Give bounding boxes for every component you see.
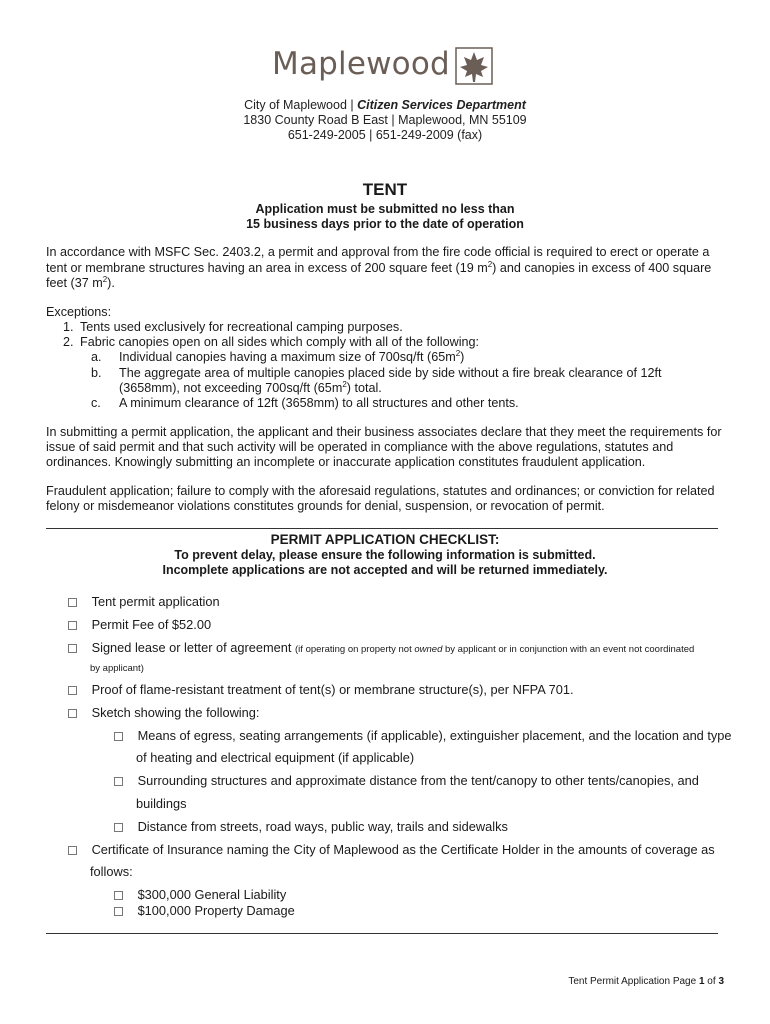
divider-top	[46, 528, 718, 529]
checklist-item-flame-resistant[interactable]	[68, 682, 574, 697]
note-emphasis: owned	[414, 644, 443, 655]
header-department-line	[0, 98, 770, 113]
exception-a-text	[119, 350, 464, 365]
checkbox[interactable]	[114, 823, 123, 832]
checklist-item-note	[295, 644, 694, 655]
header-address: 1830 County Road B East | Maplewood, MN 55109	[243, 113, 527, 127]
department-name: Citizen Services Department	[357, 98, 526, 112]
intro-line-3	[46, 276, 115, 291]
exception-1-text: Tents used exclusively for recreational camping purposes.	[80, 320, 403, 334]
exception-2-num: 2.	[63, 335, 74, 349]
checklist-item-label: Certificate of Insurance naming the City of Maplewood as the Certificate Holder in the amounts of coverage as	[91, 842, 715, 857]
subtitle-line-2: 15 business days prior to the date of operation	[246, 217, 524, 231]
intro-line-3-end: ).	[107, 276, 115, 290]
declaration-line-3: ordinances. Knowingly submitting an incomplete or inaccurate application constitutes fraudulent application.	[46, 455, 646, 469]
exception-1-num: 1.	[63, 320, 74, 334]
header-phones: 651-249-2005 | 651-249-2009 (fax)	[287, 128, 483, 142]
superscript: 2	[102, 274, 108, 284]
exception-c-text: A minimum clearance of 12ft (3658mm) to all structures and other tents.	[119, 396, 519, 410]
checkbox[interactable]	[114, 891, 123, 900]
logo-text: Maplewood	[272, 46, 450, 82]
footer-prefix: Tent Permit Application Page	[568, 976, 699, 987]
sketch-item-distance[interactable]	[114, 819, 508, 834]
checklist-item-label: Signed lease or letter of agreement	[91, 640, 296, 655]
sketch-item-egress-continued: of heating and electrical equipment (if applicable)	[136, 750, 415, 765]
exceptions-heading: Exceptions:	[46, 305, 112, 319]
intro-line-2-end: ) and canopies in excess of 400 square	[492, 261, 712, 275]
page-title: TENT	[362, 180, 408, 199]
sketch-item-structures-continued: buildings	[136, 796, 187, 811]
exception-c-label: c.	[91, 396, 101, 410]
checklist-item-insurance[interactable]	[68, 842, 715, 857]
checkbox[interactable]	[114, 907, 123, 916]
checkbox[interactable]	[114, 732, 123, 741]
sketch-item-label: Means of egress, seating arrangements (if applicable), extinguisher placement, and the location and type	[137, 728, 732, 743]
checklist-item-tent-permit[interactable]	[68, 594, 220, 609]
exception-2-text: Fabric canopies open on all sides which comply with all of the following:	[80, 335, 480, 349]
insurance-label: $100,000 Property Damage	[137, 903, 295, 918]
declaration-line-1: In submitting a permit application, the applicant and their business associates declare that they meet the requirements for	[46, 425, 722, 439]
superscript: 2	[455, 348, 461, 358]
insurance-label: $300,000 General Liability	[137, 887, 287, 902]
note-text-end: by applicant or in conjunction with an event not coordinated	[442, 644, 695, 655]
checklist-item-lease[interactable]	[68, 640, 694, 657]
checklist-item-insurance-continued: follows:	[90, 864, 133, 879]
maple-leaf-icon	[454, 46, 494, 86]
checklist-item-note-continued: by applicant)	[90, 663, 144, 674]
checkbox[interactable]	[114, 777, 123, 786]
checkbox[interactable]	[68, 709, 77, 718]
checklist-subtitle-2: Incomplete applications are not accepted and will be returned immediately.	[162, 563, 608, 577]
divider-bottom	[46, 933, 718, 934]
exception-b-end: ) total.	[346, 381, 382, 395]
checkbox[interactable]	[68, 846, 77, 855]
exception-a-end: )	[460, 350, 465, 364]
intro-line-3-text: feet (37 m	[46, 276, 103, 290]
exception-b-text-1: The aggregate area of multiple canopies placed side by side without a fire break clearance of 12ft	[119, 366, 662, 380]
note-text: (if operating on property not	[295, 644, 415, 655]
city-prefix: City of Maplewood |	[244, 98, 358, 112]
intro-line-2-text: tent or membrane structures having an area in excess of 200 square feet (19 m	[46, 261, 488, 275]
checklist-item-sketch[interactable]	[68, 705, 259, 720]
subtitle-line-1: Application must be submitted no less than	[255, 202, 515, 216]
checkbox[interactable]	[68, 644, 77, 653]
superscript: 2	[342, 379, 347, 389]
checklist-item-permit-fee[interactable]	[68, 617, 211, 632]
exception-a-body: Individual canopies having a maximum size of 700sq/ft (65m	[119, 350, 456, 364]
fraud-line-1: Fraudulent application; failure to comply with the aforesaid regulations, statutes and ordinances; or conviction for related	[46, 484, 715, 498]
sketch-item-label: Surrounding structures and approximate distance from the tent/canopy to other tents/canopies, and	[137, 773, 699, 788]
fraud-line-2: felony or misdemeanor violations constitutes grounds for denial, suspension, or revocation of permit.	[46, 499, 605, 513]
intro-line-2	[46, 261, 711, 276]
footer-page-total: 3	[718, 976, 724, 987]
sketch-item-structures[interactable]	[114, 773, 699, 788]
page-footer	[568, 976, 724, 987]
intro-line-1: In accordance with MSFC Sec. 2403.2, a permit and approval from the fire code official is required to erect or operate a	[46, 245, 710, 259]
checklist-item-label: Sketch showing the following:	[91, 705, 260, 720]
exception-b-body: (3658mm), not exceeding 700sq/ft (65m	[119, 381, 343, 395]
maplewood-logo	[272, 44, 502, 90]
checklist-item-label: Tent permit application	[91, 594, 220, 609]
insurance-property-damage[interactable]	[114, 903, 295, 918]
insurance-general-liability[interactable]	[114, 887, 286, 902]
footer-page-number: 1	[698, 976, 705, 987]
sketch-item-label: Distance from streets, road ways, public way, trails and sidewalks	[137, 819, 508, 834]
exception-b-label: b.	[91, 366, 102, 380]
checklist-item-label: Permit Fee of $52.00	[91, 617, 212, 632]
exception-a-label: a.	[91, 350, 102, 364]
checkbox[interactable]	[68, 686, 77, 695]
superscript: 2	[487, 259, 493, 269]
declaration-line-2: issue of said permit and that such activity will be operated in compliance with the above regulations, statutes and	[46, 440, 674, 454]
checklist-title: PERMIT APPLICATION CHECKLIST:	[270, 532, 500, 547]
checkbox[interactable]	[68, 621, 77, 630]
checklist-item-label: Proof of flame-resistant treatment of tent(s) or membrane structure(s), per NFPA 701.	[91, 682, 574, 697]
checkbox[interactable]	[68, 598, 77, 607]
exception-b-text-2	[119, 381, 382, 396]
footer-of: of	[704, 976, 719, 987]
checklist-subtitle-1: To prevent delay, please ensure the following information is submitted.	[174, 548, 596, 562]
sketch-item-egress[interactable]	[114, 728, 732, 743]
